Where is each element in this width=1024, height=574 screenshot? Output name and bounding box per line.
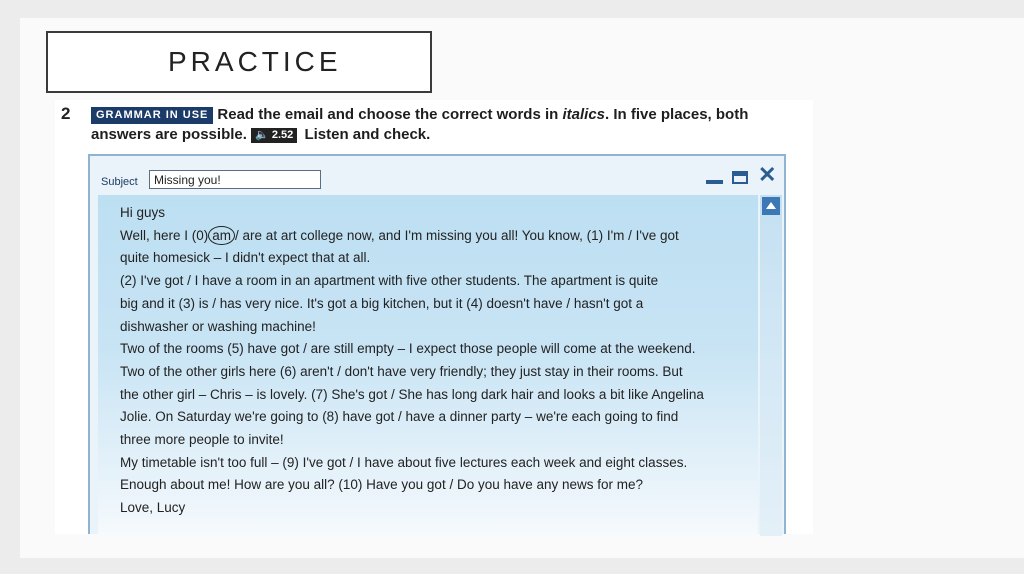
email-line: Love, Lucy bbox=[120, 500, 186, 516]
minimize-icon[interactable] bbox=[706, 180, 723, 184]
slide-title-box bbox=[46, 31, 432, 93]
exercise-number: 2 bbox=[61, 104, 71, 123]
email-line: the other girl – Chris – is lovely. (7) She's got / She has long dark hair and looks a bit like Angelina bbox=[120, 386, 704, 402]
email-line: Enough about me! How are you all? (10) Have you got / Do you have any news for me? bbox=[120, 477, 644, 493]
email-line: Two of the other girls here (6) aren't / don't have very friendly; they just stay in their rooms. But bbox=[120, 363, 683, 379]
instruction-text-end: . In five places, both bbox=[605, 106, 749, 123]
subject-field[interactable]: Missing you! bbox=[149, 170, 321, 189]
email-line: three more people to invite! bbox=[120, 432, 284, 448]
scroll-up-arrow-icon[interactable] bbox=[762, 197, 780, 215]
circled-answer: am bbox=[208, 226, 235, 245]
textbook-page bbox=[55, 100, 813, 534]
listen-instruction: Listen and check. bbox=[304, 126, 431, 143]
email-line bbox=[120, 225, 760, 248]
subject-label: Subject bbox=[101, 176, 138, 188]
email-line: big and it (3) is / has very nice. It's got a big kitchen, but it (4) doesn't have / hasn't got a bbox=[120, 295, 644, 311]
email-line: dishwasher or washing machine! bbox=[120, 318, 316, 334]
instruction-text: Read the email and choose the correct words in bbox=[217, 106, 563, 123]
email-line: quite homesick – I didn't expect that at all. bbox=[120, 250, 371, 266]
maximize-icon[interactable] bbox=[732, 171, 748, 184]
exercise-instruction bbox=[91, 105, 811, 145]
email-window bbox=[88, 154, 786, 534]
email-body bbox=[98, 195, 758, 536]
email-line: (2) I've got / I have a room in an apartment with five other students. The apartment is quite bbox=[120, 273, 659, 289]
email-line: Hi guys bbox=[120, 205, 166, 220]
audio-track-badge[interactable]: 🔈 2.52 bbox=[251, 128, 297, 143]
scrollbar[interactable] bbox=[760, 195, 782, 536]
line-text: / are at art college now, and I'm missing you all! You know, (1) I'm / I've got bbox=[235, 227, 679, 243]
instruction-line2: answers are possible. bbox=[91, 126, 247, 143]
grammar-in-use-tag: GRAMMAR IN USE bbox=[91, 107, 213, 124]
email-line: Jolie. On Saturday we're going to (8) have got / have a dinner party – we're each going to find bbox=[120, 409, 679, 425]
email-line: My timetable isn't too full – (9) I've got / I have about five lectures each week and eight classes. bbox=[120, 454, 688, 470]
instruction-italic: italics bbox=[562, 106, 606, 123]
close-icon[interactable]: ✕ bbox=[758, 162, 777, 187]
line-text: Well, here I (0) bbox=[120, 227, 209, 243]
email-line: Two of the rooms (5) have got / are still empty – I expect those people will come at the weekend. bbox=[120, 341, 696, 357]
slide-title: PRACTICE bbox=[168, 46, 342, 77]
